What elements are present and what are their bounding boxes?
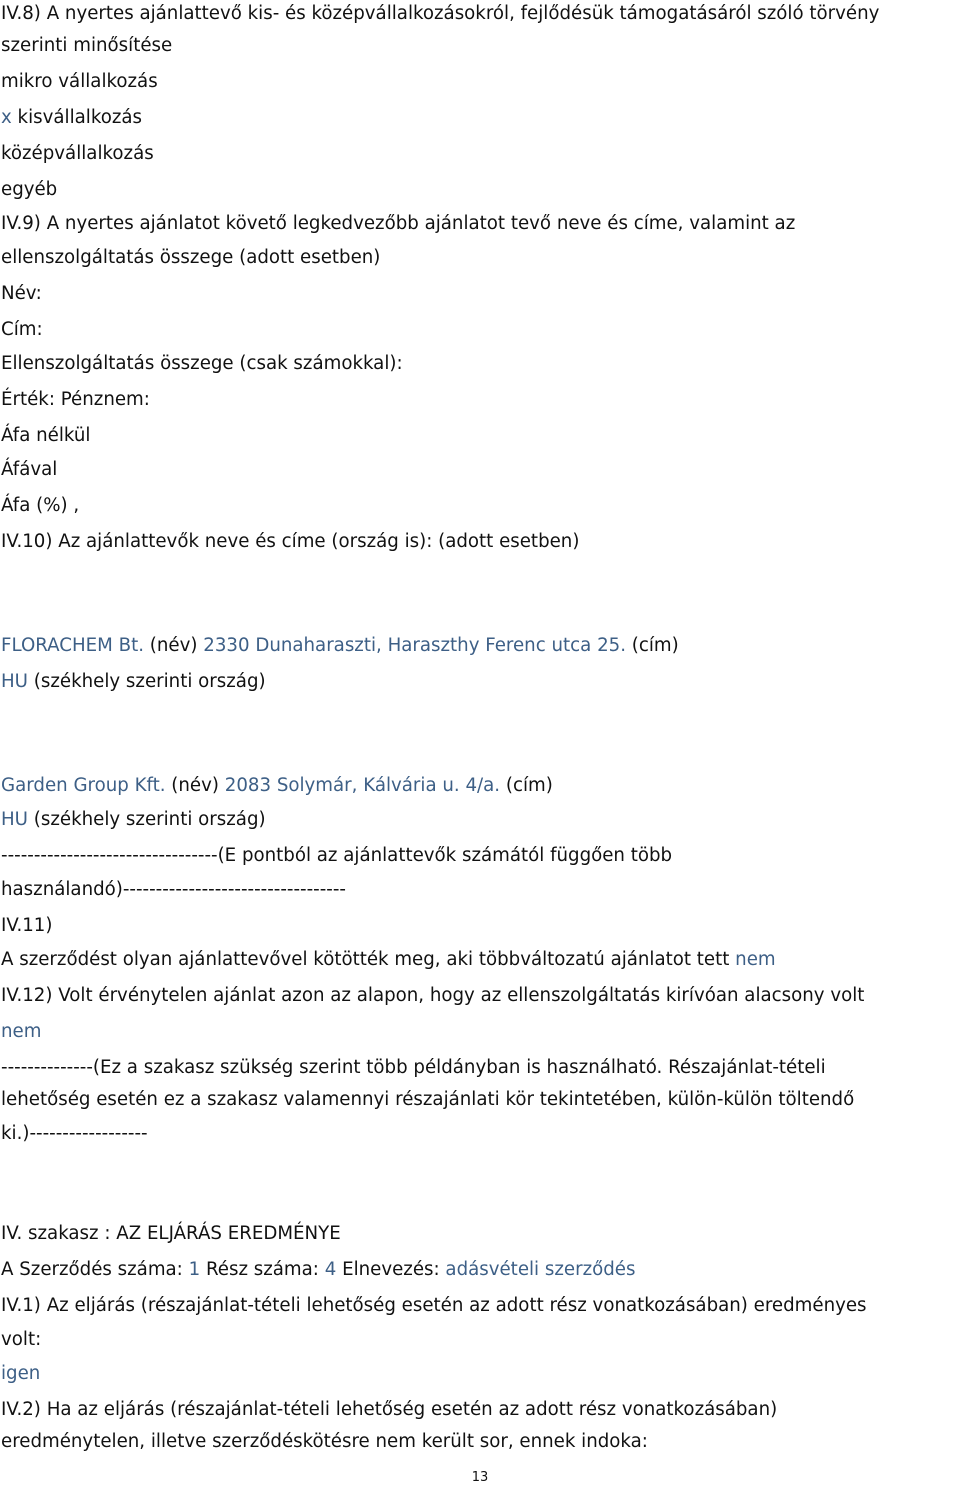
iv11-answer: nem bbox=[735, 949, 776, 970]
iv11-question bbox=[1, 948, 776, 972]
iv8-option-other bbox=[1, 178, 57, 202]
bidder-1-name-address bbox=[1, 634, 679, 658]
bidder-country: HU bbox=[1, 671, 28, 692]
designation: adásvételi szerződés bbox=[445, 1259, 636, 1280]
iv9-with-vat-label: Áfával bbox=[1, 459, 58, 480]
bidder-country-suffix: (székhely szerinti ország) bbox=[28, 809, 266, 830]
iv8-heading-line2: szerinti minősítése bbox=[1, 35, 173, 56]
iv10-heading: IV.10) Az ajánlattevők neve és címe (ország is): (adott esetben) bbox=[1, 531, 580, 552]
bidder-name: Garden Group Kft. bbox=[1, 775, 166, 796]
iv2-line1: IV.2) Ha az eljárás (részajánlat-tételi lehetőség esetén az adott rész vonatkozásában) bbox=[1, 1399, 778, 1420]
iv2-line2: eredménytelen, illetve szerződéskötésre nem került sor, ennek indoka: bbox=[1, 1431, 648, 1452]
option-label: mikro vállalkozás bbox=[1, 71, 158, 92]
iv9-heading-line2: ellenszolgáltatás összege (adott esetben) bbox=[1, 247, 381, 268]
iv9-address-label: Cím: bbox=[1, 319, 43, 340]
part-no: 4 bbox=[324, 1259, 337, 1280]
bidder-1-country bbox=[1, 670, 266, 694]
iv12-note-line1: --------------(Ez a szakasz szükség szerint több példányban is használható. Részajánlat-tételi bbox=[1, 1057, 826, 1078]
iv8-option-micro bbox=[1, 70, 158, 94]
page-number: 13 bbox=[471, 1470, 489, 1485]
iv1-answer: igen bbox=[1, 1363, 41, 1384]
contract-no-label: A Szerződés száma: bbox=[1, 1259, 189, 1280]
iv11-question-text: A szerződést olyan ajánlattevővel kötötték meg, aki többváltozatú ajánlatot tett bbox=[1, 949, 736, 970]
bidder-country: HU bbox=[1, 809, 28, 830]
iv12-answer: nem bbox=[1, 1021, 42, 1042]
iv1-line1: IV.1) Az eljárás (részajánlat-tételi lehetőség esetén az adott rész vonatkozásában) eredményes bbox=[1, 1295, 867, 1316]
iv8-option-medium bbox=[1, 142, 154, 166]
iv12-note-line3: ki.)------------------ bbox=[1, 1123, 148, 1144]
bidder-address-suffix: (cím) bbox=[626, 635, 679, 656]
iv9-amount-label: Ellenszolgáltatás összege (csak számokkal): bbox=[1, 353, 403, 374]
bidder-name-suffix: (név) bbox=[165, 775, 225, 796]
bidder-address: 2330 Dunaharaszti, Haraszthy Ferenc utca 25. bbox=[203, 635, 626, 656]
designation-label: Elnevezés: bbox=[336, 1259, 446, 1280]
bidder-address: 2083 Solymár, Kálvária u. 4/a. bbox=[224, 775, 501, 796]
contract-info bbox=[1, 1258, 635, 1282]
result-heading: IV. szakasz : AZ ELJÁRÁS EREDMÉNYE bbox=[1, 1223, 341, 1244]
option-mark: x bbox=[1, 107, 12, 128]
part-no-label: Rész száma: bbox=[200, 1259, 325, 1280]
iv12-note-line2: lehetőség esetén ez a szakasz valamennyi részajánlati kör tekintetében, külön-külön töltendő bbox=[1, 1089, 855, 1110]
bidder-name-suffix: (név) bbox=[144, 635, 204, 656]
iv9-vat-percent-label: Áfa (%) , bbox=[1, 495, 80, 516]
iv1-line2: volt: bbox=[1, 1329, 42, 1350]
bidder-country-suffix: (székhely szerinti ország) bbox=[28, 671, 266, 692]
iv9-without-vat-label: Áfa nélkül bbox=[1, 425, 91, 446]
iv12-question: IV.12) Volt érvénytelen ajánlat azon az alapon, hogy az ellenszolgáltatás kirívóan alacsony volt bbox=[1, 985, 865, 1006]
contract-no: 1 bbox=[188, 1259, 201, 1280]
bidder-2-country bbox=[1, 808, 266, 832]
bidder-name: FLORACHEM Bt. bbox=[1, 635, 145, 656]
iv11-heading: IV.11) bbox=[1, 915, 53, 936]
iv10-separator-line1: ---------------------------------(E pontból az ajánlattevők számától függően több bbox=[1, 845, 673, 866]
iv9-name-label: Név: bbox=[1, 283, 42, 304]
option-label: középvállalkozás bbox=[1, 143, 154, 164]
iv9-heading-line1: IV.9) A nyertes ajánlatot követő legkedvezőbb ajánlatot tevő neve és címe, valamint az bbox=[1, 213, 796, 234]
option-label: kisvállalkozás bbox=[11, 107, 142, 128]
bidder-2-name-address bbox=[1, 774, 553, 798]
option-label: egyéb bbox=[1, 179, 58, 200]
iv8-heading-line1: IV.8) A nyertes ajánlattevő kis- és középvállalkozásokról, fejlődésük támogatásáról szóló törvény bbox=[1, 3, 880, 24]
bidder-address-suffix: (cím) bbox=[500, 775, 553, 796]
iv10-separator-line2: használandó)---------------------------------- bbox=[1, 879, 346, 900]
iv9-value-currency-label: Érték: Pénznem: bbox=[1, 389, 150, 410]
iv8-option-small bbox=[1, 106, 142, 130]
